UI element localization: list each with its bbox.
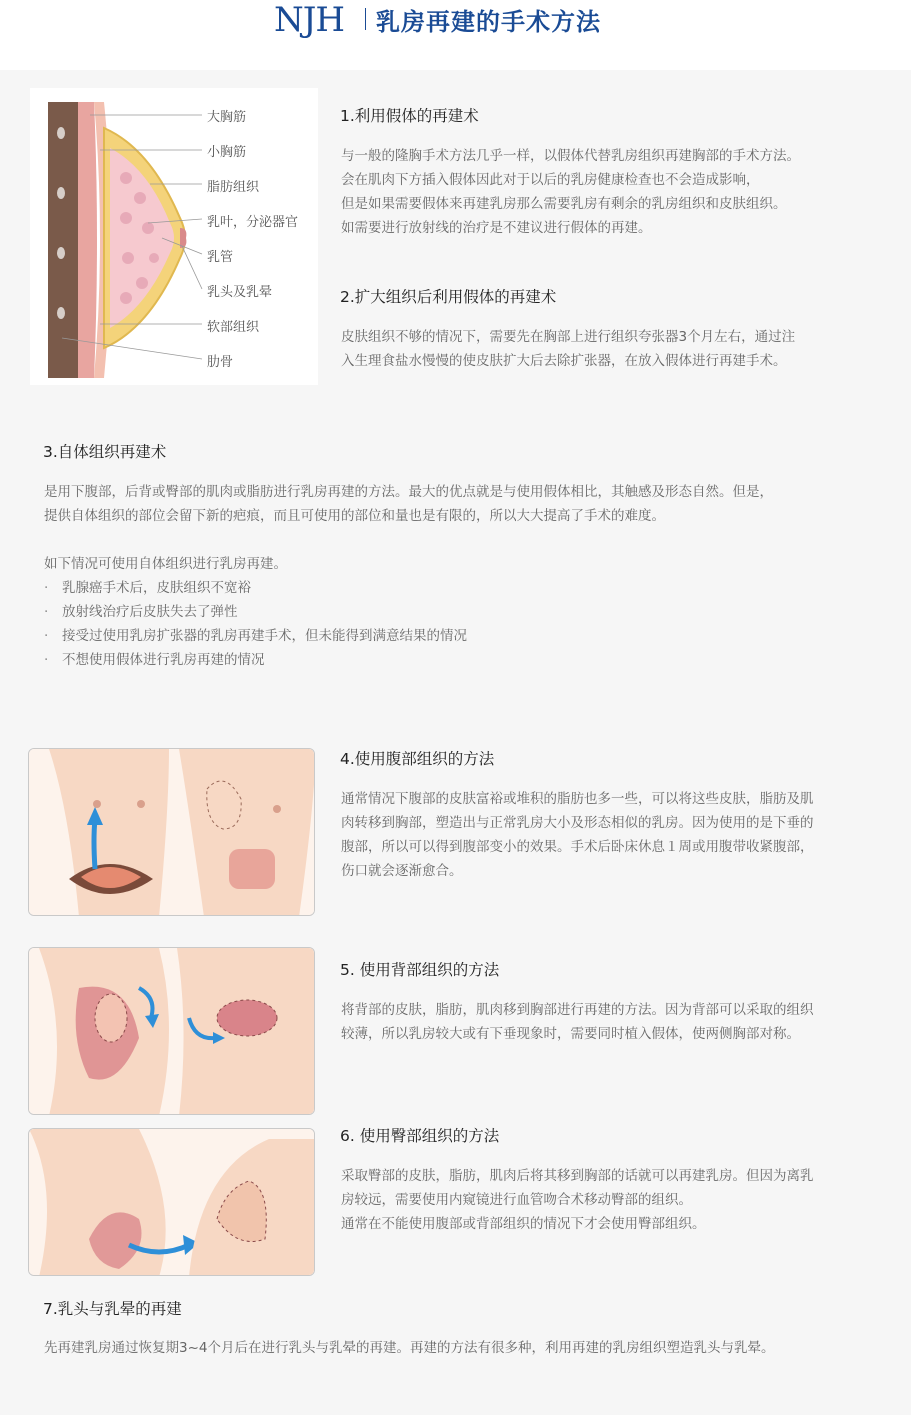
logo-divider: [365, 8, 366, 30]
section-4-line: 伤口就会逐渐愈合。: [341, 863, 463, 879]
section-3-intro: 如下情况可使用自体组织进行乳房再建。: [44, 556, 287, 572]
section-6-line: 采取臀部的皮肤，脂肪，肌肉后将其移到胸部的话就可以再建乳房。但因为离乳: [341, 1168, 814, 1184]
section-1-line: 会在肌肉下方插入假体因此对于以后的乳房健康检查也不会造成影响，: [341, 172, 760, 188]
section-4-line: 肉转移到胸部，塑造出与正常乳房大小及形态相似的乳房。因为使用的是下垂的: [341, 815, 814, 831]
section-3-line: 提供自体组织的部位会留下新的疤痕，而且可使用的部位和量也是有限的，所以大大提高了手术的难度。: [44, 508, 665, 524]
label-pectoralis-major: 大胸筋: [207, 110, 247, 125]
section-1-title: 1.利用假体的再建术: [340, 107, 479, 125]
section-3-list: [44, 576, 467, 672]
section-7-line: 先再建乳房通过恢复期3~4个月后在进行乳头与乳晕的再建。再建的方法有很多种，利用再建的乳房组织塑造乳头与乳晕。: [44, 1340, 775, 1356]
content-area: [0, 70, 911, 1415]
label-ducts: 乳管: [207, 250, 234, 265]
section-6-title: 6. 使用臀部组织的方法: [340, 1127, 500, 1145]
section-1-line: 如需要进行放射线的治疗是不建议进行假体的再建。: [341, 220, 652, 236]
list-item: · 放射线治疗后皮肤失去了弹性: [44, 600, 467, 624]
section-3-title: 3.自体组织再建术: [43, 443, 167, 461]
section-2-title: 2.扩大组织后利用假体的再建术: [340, 288, 557, 306]
section-5-title: 5. 使用背部组织的方法: [340, 961, 500, 979]
label-lobes: 乳叶，分泌器官: [207, 215, 299, 230]
njh-logo: NJH: [274, 0, 345, 40]
section-5-line: 将背部的皮肤，脂肪，肌肉移到胸部进行再建的方法。因为背部可以采取的组织: [341, 1002, 814, 1018]
page-title: 乳房再建的手术方法: [376, 8, 601, 36]
list-item: · 乳腺癌手术后，皮肤组织不宽裕: [44, 576, 467, 600]
section-5-line: 较薄，所以乳房较大或有下垂现象时，需要同时植入假体，使两侧胸部对称。: [341, 1026, 800, 1042]
label-fat-tissue: 脂肪组织: [207, 180, 260, 195]
section-6-line: 房较远，需要使用内窥镜进行血管吻合术移动臀部的组织。: [341, 1192, 692, 1208]
anatomy-diagram: [30, 88, 318, 385]
label-soft-tissue: 软部组织: [207, 320, 260, 335]
list-item: · 接受过使用乳房扩张器的乳房再建手术，但未能得到满意结果的情况: [44, 624, 467, 648]
section-1-line: 但是如果需要假体来再建乳房那么需要乳房有剩余的乳房组织和皮肤组织。: [341, 196, 787, 212]
label-nipple-areola: 乳头及乳晕: [207, 285, 273, 300]
section-4-line: 通常情况下腹部的皮肤富裕或堆积的脂肪也多一些，可以将这些皮肤，脂肪及肌: [341, 791, 814, 807]
gluteal-flap-illustration: [28, 1128, 315, 1276]
back-flap-illustration: [28, 947, 315, 1115]
label-ribs: 肋骨: [207, 355, 234, 370]
section-6-line: 通常在不能使用腹部或背部组织的情况下才会使用臀部组织。: [341, 1216, 706, 1232]
section-4-line: 腹部，所以可以得到腹部变小的效果。手术后卧床休息１周或用腹带收紧腹部，: [341, 839, 814, 855]
section-3-line: 是用下腹部，后背或臀部的肌肉或脂肪进行乳房再建的方法。最大的优点就是与使用假体相比，其触感及形态自然。但是，: [44, 484, 773, 500]
section-1-line: 与一般的隆胸手术方法几乎一样，以假体代替乳房组织再建胸部的手术方法。: [341, 148, 800, 164]
section-7-title: 7.乳头与乳晕的再建: [43, 1300, 182, 1318]
breast-anatomy-illustration: [30, 88, 318, 385]
section-2-line: 入生理食盐水慢慢的使皮肤扩大后去除扩张器，在放入假体进行再建手术。: [341, 353, 787, 369]
header: [0, 0, 911, 70]
list-item: · 不想使用假体进行乳房再建的情况: [44, 648, 467, 672]
section-2-line: 皮肤组织不够的情况下，需要先在胸部上进行组织夸张器3个月左右，通过注: [341, 329, 796, 345]
abdominal-flap-illustration: [28, 748, 315, 916]
label-pectoralis-minor: 小胸筋: [207, 145, 247, 160]
section-4-title: 4.使用腹部组织的方法: [340, 750, 495, 768]
